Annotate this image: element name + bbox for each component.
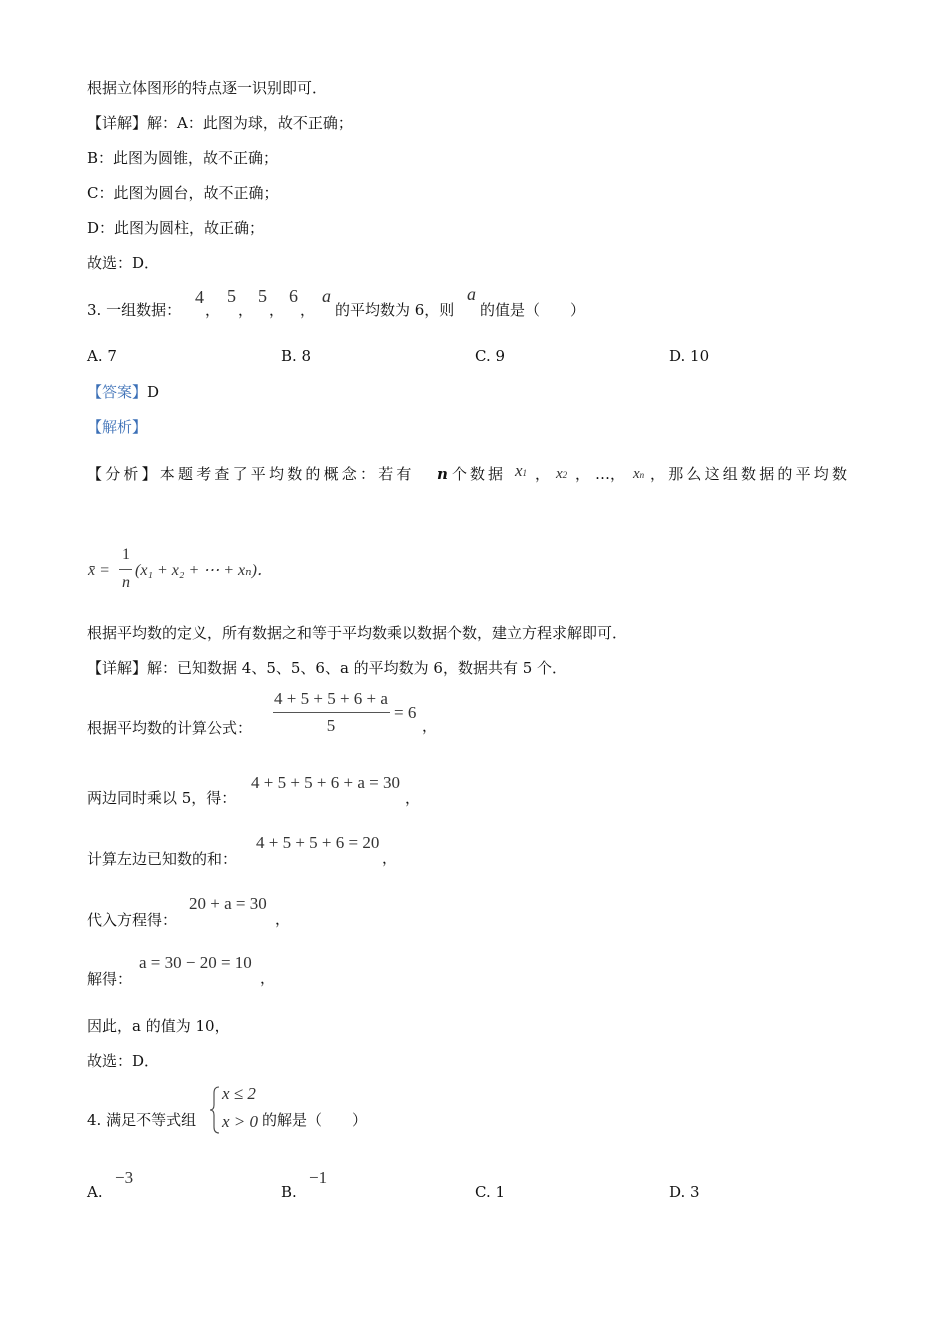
option-b-value: −1: [309, 1168, 328, 1187]
option-a: A. 7: [87, 347, 117, 365]
text-line: 根据立体图形的特点逐一识别即可．: [87, 79, 328, 97]
data-value: 4: [195, 287, 204, 307]
text-line: B：此图为圆锥，故不正确；: [87, 149, 279, 167]
variable-n: n: [437, 465, 448, 483]
question-3-prefix: 3. 一组数据：: [87, 301, 182, 319]
text-line: 故选：D．: [87, 254, 160, 272]
separator: ，: [238, 301, 254, 319]
separator: ，: [422, 717, 438, 735]
question-3-mid: 的平均数为 6，则: [335, 301, 455, 319]
question-3-suffix: 的值是（ ）: [480, 301, 586, 319]
equation: a = 30 − 20 = 10: [139, 953, 252, 972]
equation: 4 + 5 + 5 + 6 = 20: [256, 833, 380, 852]
equation-rhs: = 6: [394, 703, 417, 722]
mean-symbol: x̄ =: [88, 562, 110, 579]
analysis-text: 个数据: [452, 465, 507, 483]
text-line: 因此，a 的值为 10，: [87, 1017, 230, 1035]
fraction-numerator: 1: [122, 546, 130, 563]
separator: ，: [575, 465, 591, 483]
text-line: 故选：D．: [87, 1052, 160, 1070]
text-line: C：此图为圆台，故不正确；: [87, 184, 279, 202]
option-c: C. 9: [475, 347, 506, 365]
answer-value: D: [147, 383, 160, 401]
analysis-tag: 【解析】: [87, 418, 148, 436]
inequality: x ≤ 2: [222, 1084, 256, 1103]
text-line: 【详解】解：A：此图为球，故不正确；: [87, 114, 353, 132]
variable-a: a: [322, 286, 331, 306]
data-value: 5: [258, 286, 267, 306]
step-label: 计算左边已知数的和：: [87, 850, 238, 868]
separator: ，: [275, 910, 291, 928]
variable-x1: x1: [515, 461, 528, 480]
separator: ，: [405, 789, 421, 807]
fraction-bar: [119, 569, 132, 570]
text-line: D：此图为圆柱，故正确；: [87, 219, 265, 237]
option-a-value: −3: [115, 1168, 134, 1187]
separator: ，: [269, 301, 285, 319]
step-label: 解得：: [87, 970, 133, 988]
answer-tag: 【答案】: [87, 383, 148, 401]
fraction-denominator: 5: [326, 716, 336, 735]
step-label: 代入方程得：: [87, 911, 178, 929]
step-label: 两边同时乘以 5，得：: [87, 789, 237, 807]
separator: ，: [205, 301, 221, 319]
data-value: 6: [289, 286, 298, 306]
option-b: B.: [281, 1183, 297, 1201]
text-line: 【详解】解：已知数据 4、5、5、6、a 的平均数为 6，数据共有 5 个．: [87, 659, 568, 677]
ellipsis: …，: [595, 465, 626, 483]
option-c: C. 1: [475, 1183, 506, 1201]
variable-x2: x2: [556, 466, 568, 482]
mean-formula-body: (x₁ + x₂ + ⋯ + xₙ)．: [135, 562, 273, 579]
fraction-bar: [273, 712, 390, 713]
step-label: 根据平均数的计算公式：: [87, 719, 253, 737]
variable-xn: xn: [633, 466, 645, 482]
fraction-denominator: n: [122, 574, 130, 591]
separator: ，: [300, 301, 316, 319]
variable-a: a: [467, 284, 476, 304]
separator: ，: [535, 465, 551, 483]
analysis-text: ，那么这组数据的平均数: [650, 465, 851, 483]
separator: ，: [382, 849, 398, 867]
data-value: 5: [227, 286, 236, 306]
option-b: B. 8: [281, 347, 312, 365]
text-line: 根据平均数的定义，所有数据之和等于平均数乘以数据个数，建立方程求解即可．: [87, 624, 628, 642]
fraction-numerator: 4 + 5 + 5 + 6 + a: [274, 689, 388, 708]
inequality: x > 0: [222, 1112, 259, 1131]
question-4-suffix: 的解是（ ）: [262, 1111, 368, 1129]
brace-icon: [209, 1085, 221, 1135]
option-d: D. 3: [669, 1183, 700, 1201]
separator: ，: [260, 969, 276, 987]
analysis-text: 【分析】本题考查了平均数的概念：若有: [87, 465, 415, 483]
question-4-prefix: 4. 满足不等式组: [87, 1111, 197, 1129]
option-d: D. 10: [669, 347, 710, 365]
equation: 4 + 5 + 5 + 6 + a = 30: [251, 773, 400, 792]
equation: 20 + a = 30: [189, 894, 267, 913]
answer-line: [87, 382, 159, 402]
option-a: A.: [87, 1183, 103, 1201]
